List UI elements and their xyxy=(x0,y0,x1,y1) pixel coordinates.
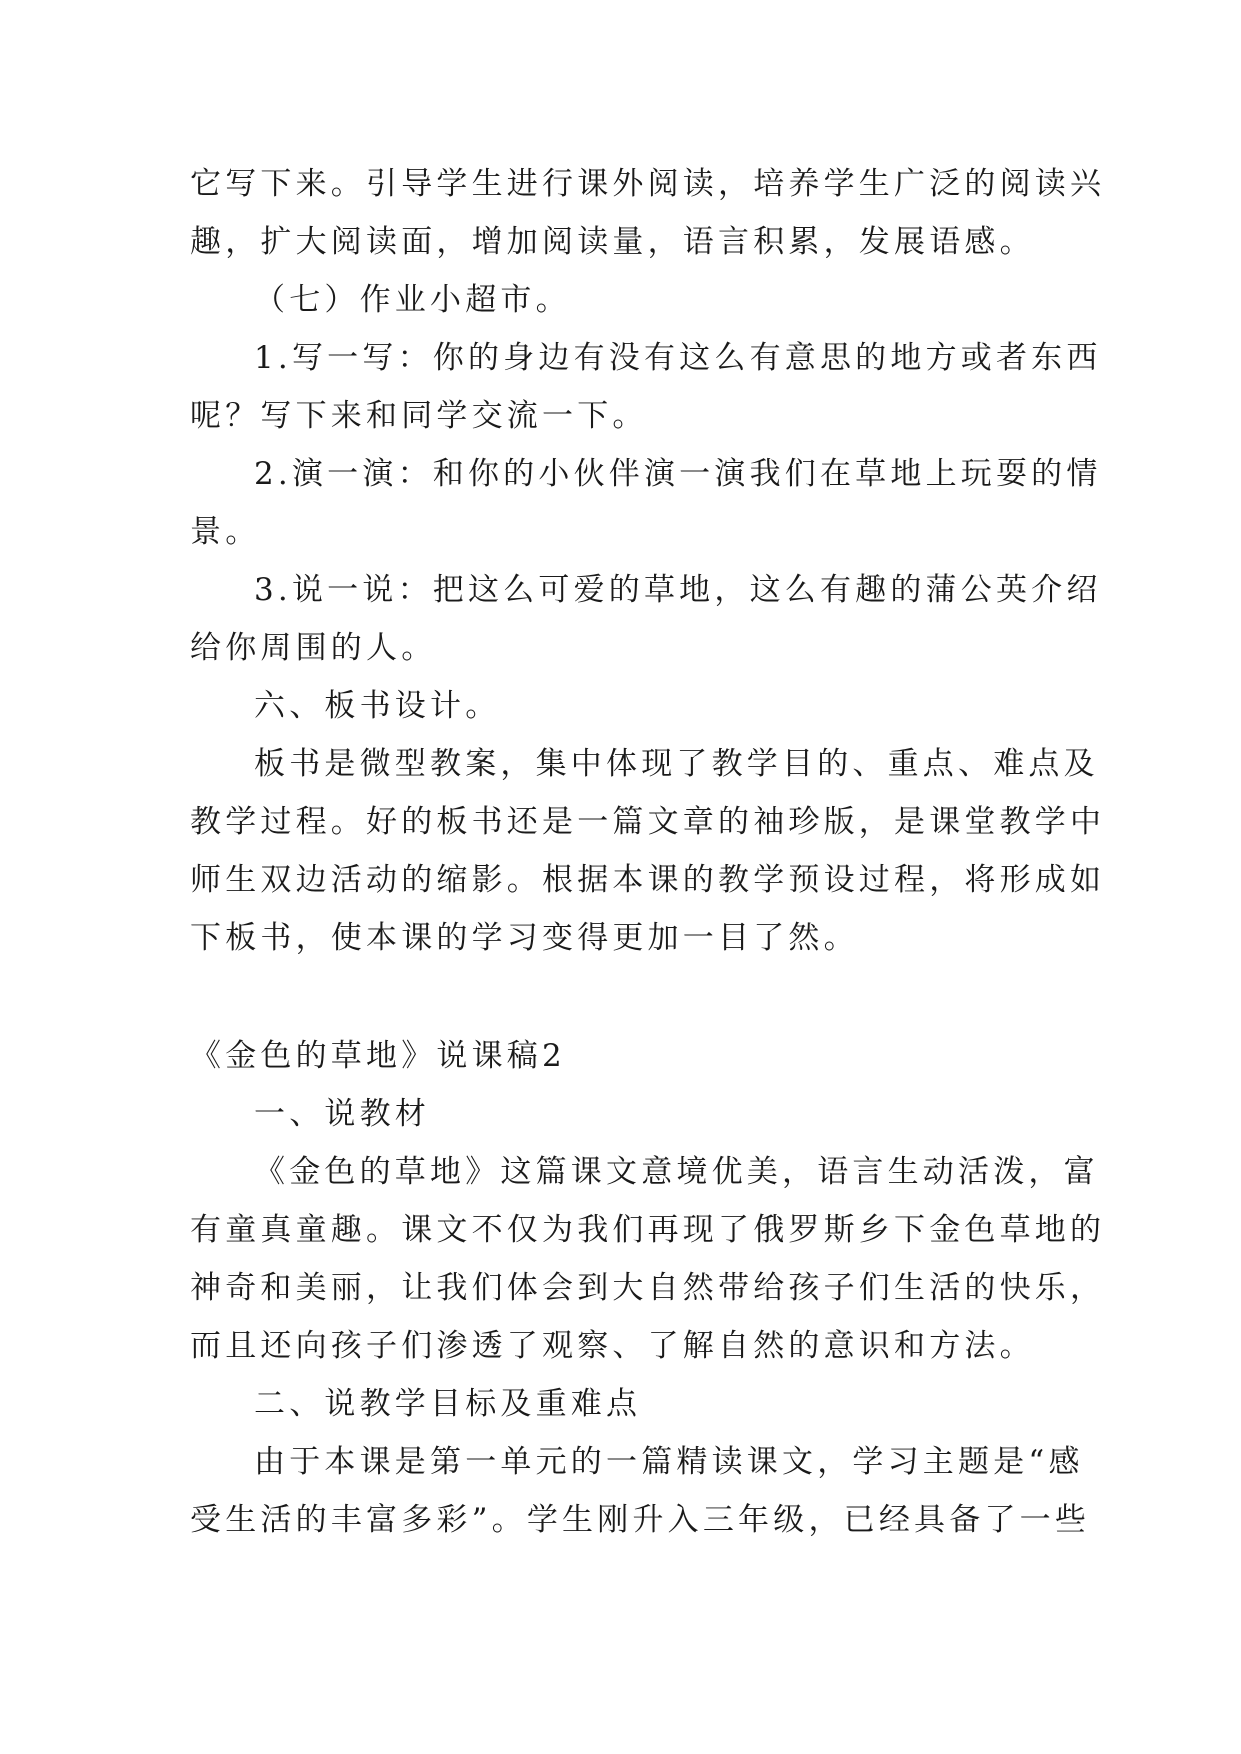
text-line: 趣，扩大阅读面，增加阅读量，语言积累，发展语感。 xyxy=(190,224,1035,260)
textbook-paragraph-line: 神奇和美丽，让我们体会到大自然带给孩子们生活的快乐， xyxy=(190,1270,1106,1306)
section-heading-objectives: 二、说教学目标及重难点 xyxy=(254,1386,642,1422)
board-design-heading: 六、板书设计。 xyxy=(254,688,501,724)
homework-item-2-line: 2.演一演：和你的小伙伴演一演我们在草地上玩耍的情 xyxy=(254,456,1102,492)
homework-item-3-line: 3.说一说：把这么可爱的草地，这么有趣的蒲公英介绍 xyxy=(254,572,1102,608)
board-paragraph-line: 下板书，使本课的学习变得更加一目了然。 xyxy=(190,920,859,956)
board-paragraph-line: 板书是微型教案，集中体现了教学目的、重点、难点及 xyxy=(254,746,1099,782)
homework-item-1-line: 1.写一写：你的身边有没有这么有意思的地方或者东西 xyxy=(254,340,1102,376)
homework-heading: （七）作业小超市。 xyxy=(254,282,571,318)
homework-item-3-line: 给你周围的人。 xyxy=(190,630,437,666)
textbook-paragraph-line: 有童真童趣。课文不仅为我们再现了俄罗斯乡下金色草地的 xyxy=(190,1212,1106,1248)
objectives-paragraph-line: 由于本课是第一单元的一篇精读课文，学习主题是“感 xyxy=(254,1444,1084,1480)
homework-item-2-line: 景。 xyxy=(190,514,261,550)
textbook-paragraph-line: 而且还向孩子们渗透了观察、了解自然的意识和方法。 xyxy=(190,1328,1035,1364)
objectives-paragraph-line: 受生活的丰富多彩”。学生刚升入三年级，已经具备了一些 xyxy=(190,1502,1091,1538)
document-title: 《金色的草地》说课稿2 xyxy=(190,1038,566,1074)
homework-item-1-line: 呢？写下来和同学交流一下。 xyxy=(190,398,648,434)
textbook-paragraph-line: 《金色的草地》这篇课文意境优美，语言生动活泼，富 xyxy=(254,1154,1099,1190)
section-heading-textbook: 一、说教材 xyxy=(254,1096,430,1132)
board-paragraph-line: 师生双边活动的缩影。根据本课的教学预设过程，将形成如 xyxy=(190,862,1106,898)
board-paragraph-line: 教学过程。好的板书还是一篇文章的袖珍版，是课堂教学中 xyxy=(190,804,1106,840)
text-line: 它写下来。引导学生进行课外阅读，培养学生广泛的阅读兴 xyxy=(190,166,1106,202)
